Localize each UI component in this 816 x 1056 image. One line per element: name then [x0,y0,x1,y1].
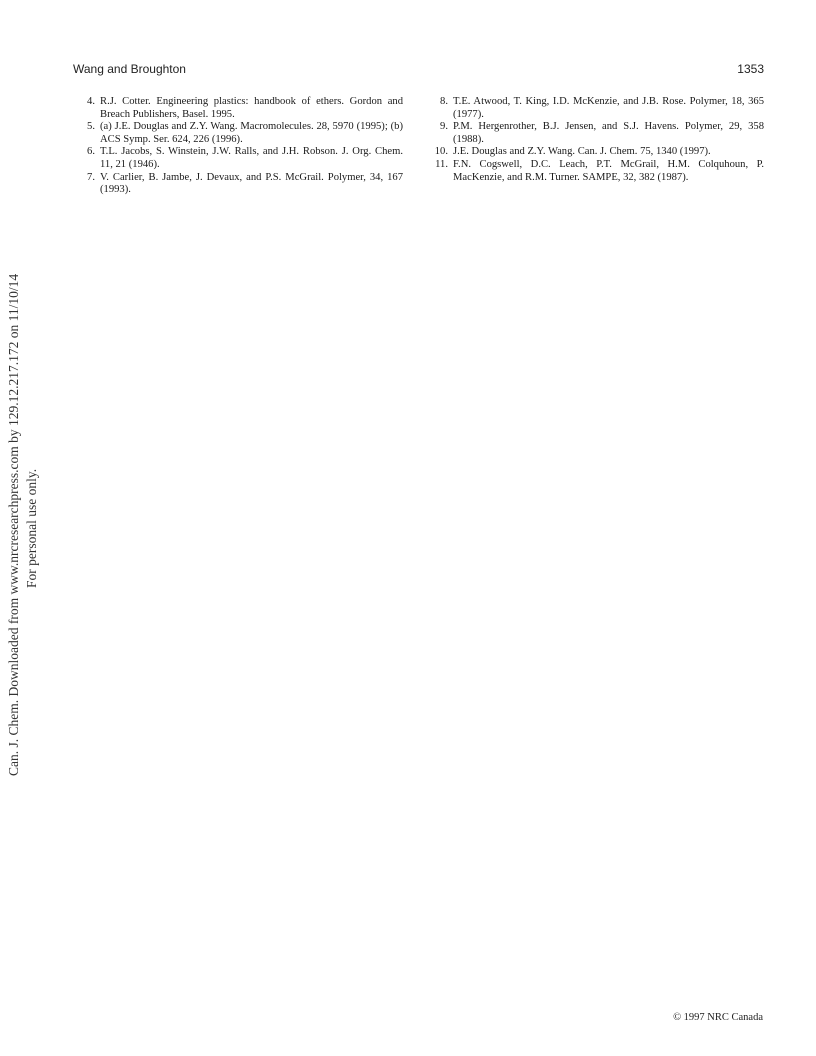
running-header [73,62,764,80]
reference-item [432,121,764,146]
reference-text: V. Carlier, B. Jambe, J. Devaux, and P.S. McGrail. Polymer, 34, 167 (1993). [100,171,403,196]
download-watermark [0,0,60,1056]
reference-text: F.N. Cogswell, D.C. Leach, P.T. McGrail, H.M. Colquhoun, P. MacKenzie, and R.M. Turner. SAMPE, 32, 382 (1987). [453,158,764,183]
references-right-column [432,96,764,184]
reference-item [432,96,764,121]
reference-item [79,172,403,197]
copyright-footer: © 1997 NRC Canada [673,1012,763,1023]
reference-text: T.E. Atwood, T. King, I.D. McKenzie, and J.B. Rose. Polymer, 18, 365 (1977). [453,96,764,120]
reference-number: 9. [440,121,448,133]
running-header-authors: Wang and Broughton [73,62,186,76]
reference-text: T.L. Jacobs, S. Winstein, J.W. Ralls, and J.H. Robson. J. Org. Chem. 11, 21 (1946). [100,146,403,170]
reference-number: 6. [87,146,95,158]
download-notice: Can. J. Chem. Downloaded from www.nrcresearchpress.com by 129.12.217.172 on 11/10/14 [6,273,21,776]
reference-item [79,121,403,146]
reference-number: 8. [440,96,448,107]
reference-number: 4. [87,96,95,107]
reference-text: R.J. Cotter. Engineering plastics: handbook of ethers. Gordon and Breach Publishers, Basel. 1995. [100,96,403,120]
reference-text: (a) J.E. Douglas and Z.Y. Wang. Macromolecules. 28, 5970 (1995); (b) ACS Symp. Ser. 624, 226 (1996). [100,121,403,145]
page-number: 1353 [737,62,764,76]
personal-use-notice: For personal use only. [24,468,39,588]
references-left-column [79,96,403,197]
reference-text: J.E. Douglas and Z.Y. Wang. Can. J. Chem. 75, 1340 (1997). [453,146,711,158]
reference-number: 10. [434,146,448,158]
reference-number: 5. [87,121,95,133]
reference-item [79,96,403,121]
reference-text: P.M. Hergenrother, B.J. Jensen, and S.J. Havens. Polymer, 29, 358 (1988). [453,121,764,145]
reference-number: 11. [435,158,448,170]
reference-item [432,159,764,184]
reference-number: 7. [87,171,95,183]
reference-item [79,146,403,171]
reference-item [432,146,764,159]
